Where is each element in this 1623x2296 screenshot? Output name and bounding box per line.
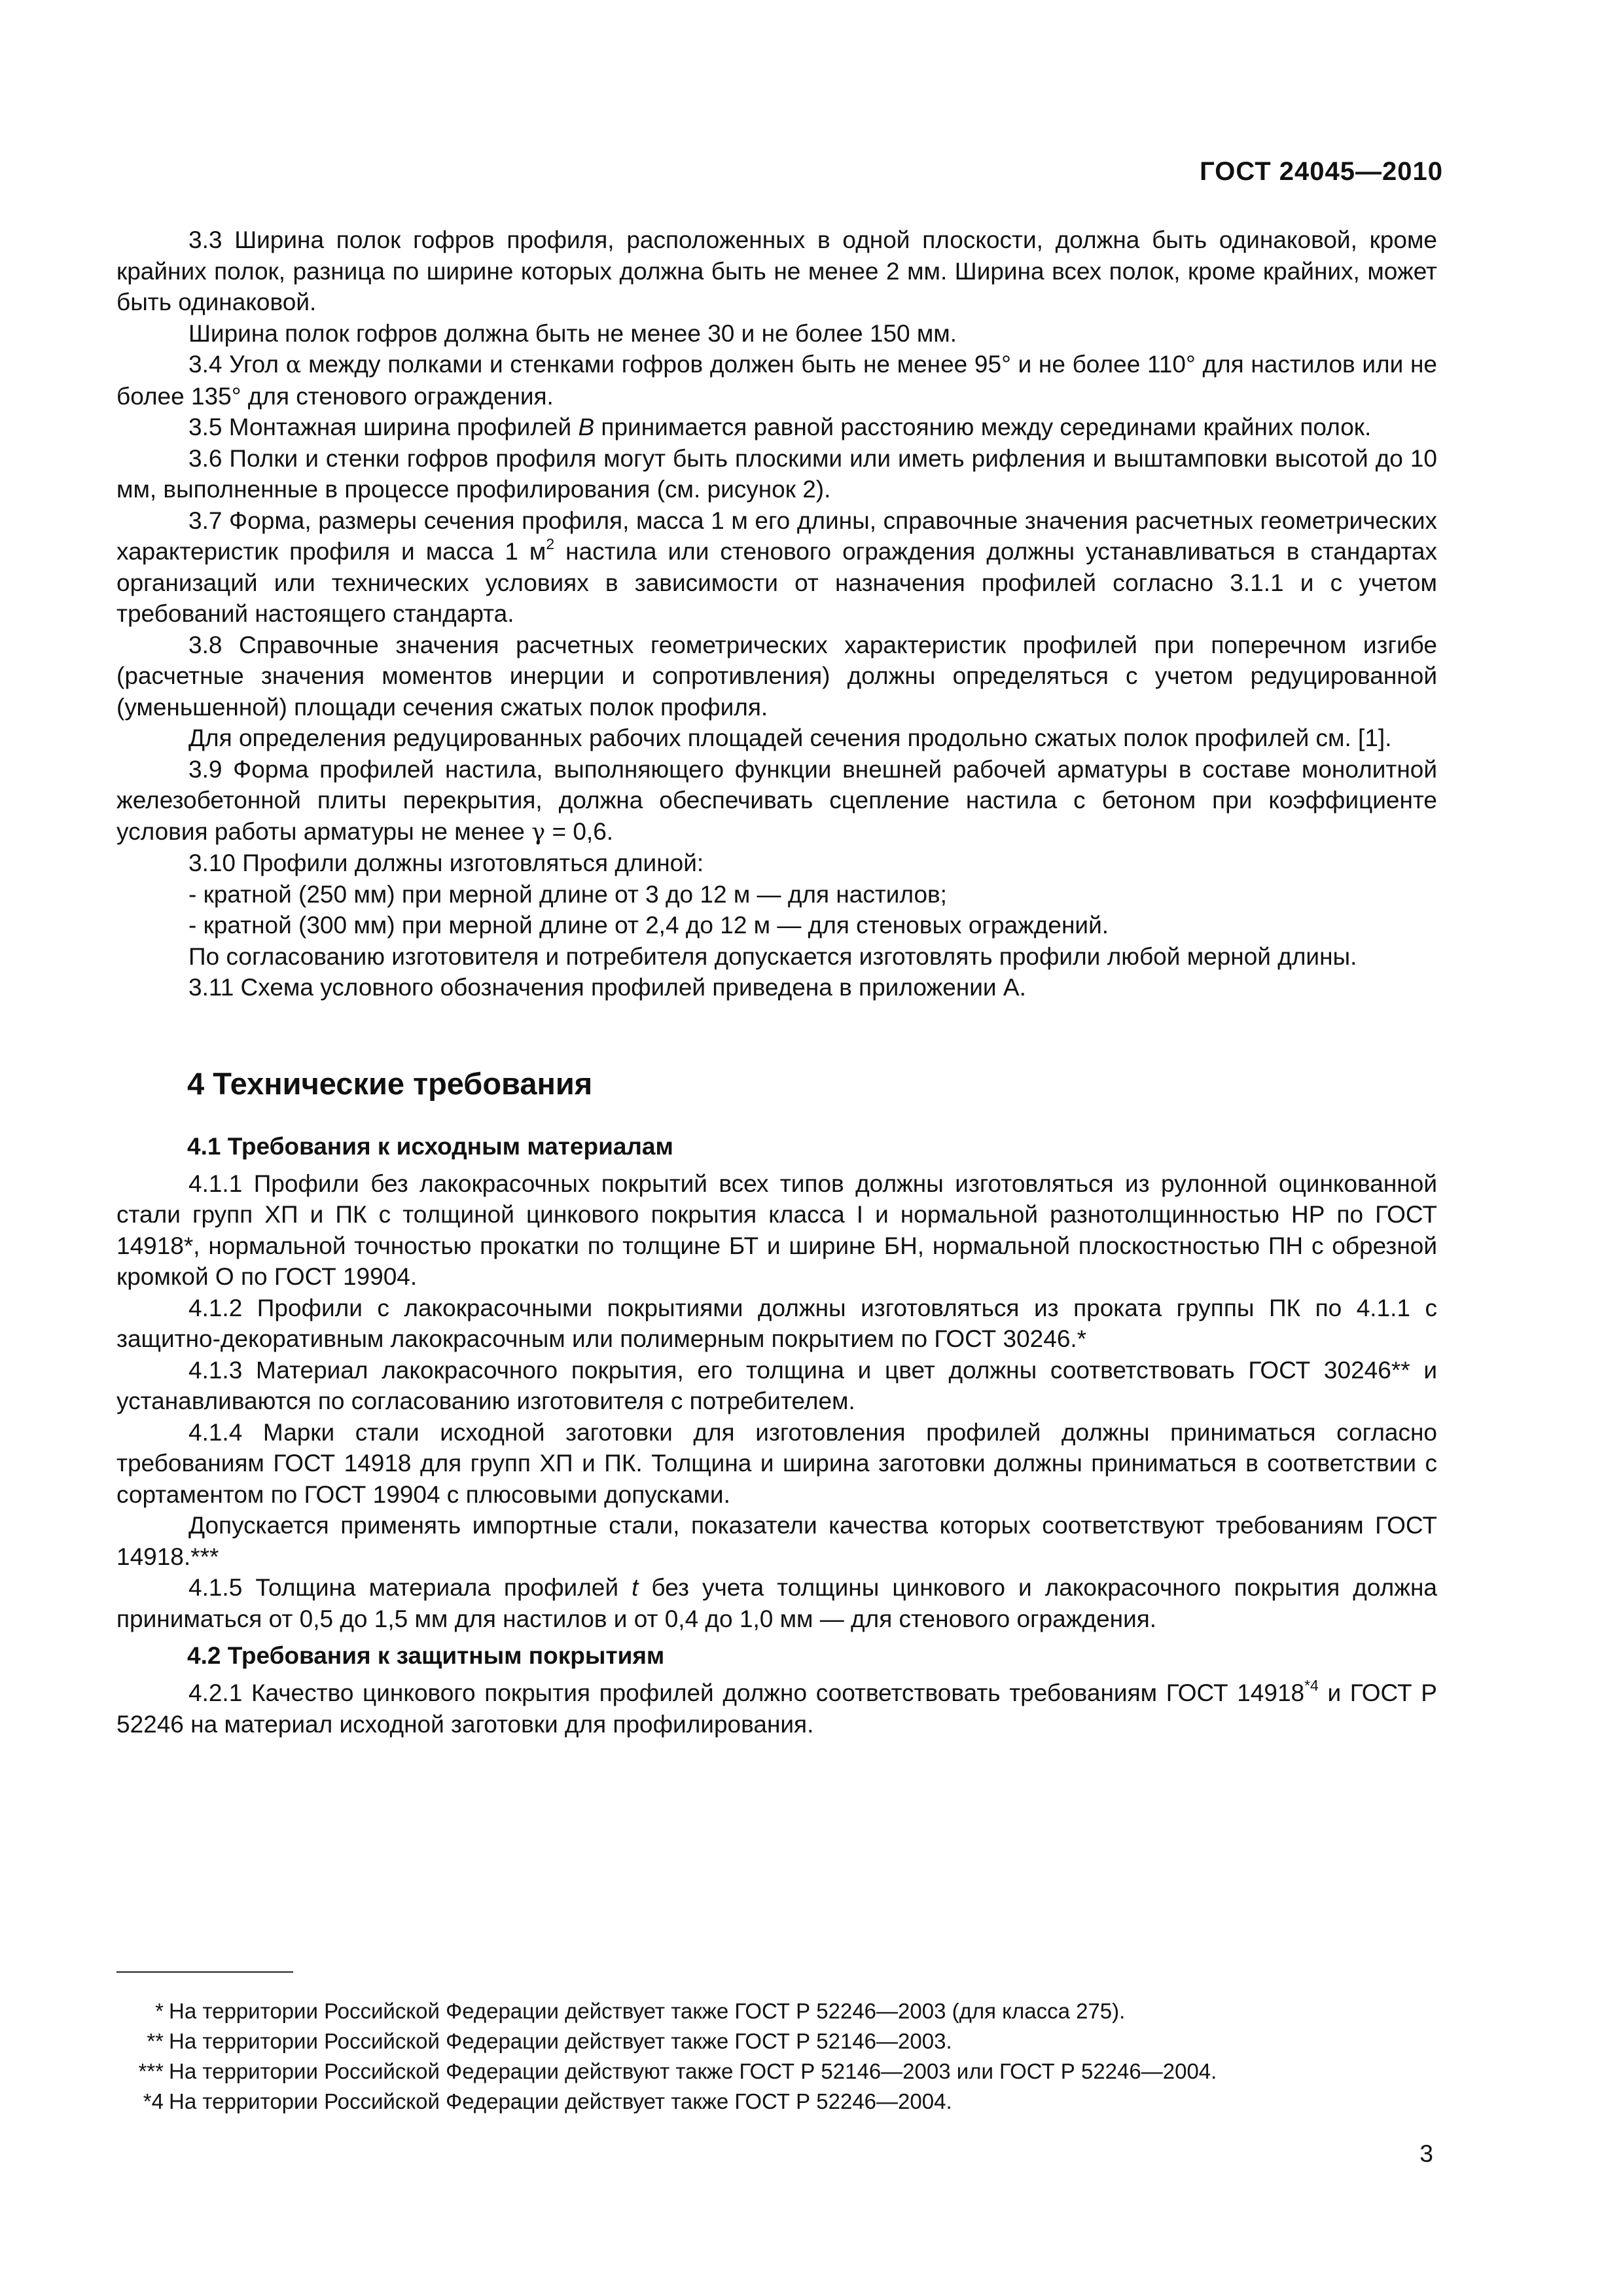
list-item-length-decking: - кратной (250 мм) при мерной длине от 3 до 12 м — для настилов;	[188, 880, 947, 908]
paragraph-3-10-agreement: По согласованию изготовителя и потребителя допускается изготовлять профили любой мерной длины.	[188, 942, 1357, 970]
paragraph-4-1-5	[116, 1572, 1437, 1634]
footnote-mark: *	[155, 1999, 164, 2023]
paragraph-4-1-5-text-a: 4.1.5 Толщина материала профилей	[188, 1574, 632, 1601]
section-4-heading: 4 Технические требования	[187, 1066, 593, 1101]
paragraph-3-6: 3.6 Полки и стенки гофров профиля могут быть плоскими или иметь рифления и выштамповки высотой до 10 мм, выполненные в процессе профилирования (см. рисунок 2).	[116, 444, 1437, 503]
body-text	[116, 224, 1437, 1740]
paragraph-3-7-text-b: настила или стенового ограждения должны устанавливаться в стандартах организаций или технических условиях в зависимости от назначения профилей согласно 3.1.1 и с учетом требований настоящего стандарта.	[116, 538, 1437, 627]
footnotes	[116, 1996, 1437, 2117]
paragraph-4-1-1: 4.1.1 Профили без лакокрасочных покрытий всех типов должны изготовляться из рулонной оцинкованной стали групп ХП и ПК с толщиной цинкового покрытия класса I и нормальной разнотолщинностью НР по ГОСТ 14918*, нормальной точностью прокатки по толщине БТ и ширине БН, нормальной плоскостностью ПН с обрезной кромкой О по ГОСТ 19904.	[116, 1170, 1437, 1290]
subsection-4-2-heading: 4.2 Требования к защитным покрытиям	[187, 1642, 665, 1669]
paragraph-3-9-text-b: = 0,6.	[545, 817, 614, 845]
paragraph-3-5-text-a: 3.5 Монтажная ширина профилей	[188, 414, 579, 440]
paragraph-4-1-4-imported-steels: Допускается применять импортные стали, показатели качества которых соответствуют требованиям ГОСТ 14918.***	[116, 1512, 1437, 1570]
paragraph-3-10: 3.10 Профили должны изготовляться длиной:	[188, 850, 704, 876]
paragraph-3-4	[116, 349, 1437, 412]
paragraph-4-1-2: 4.1.2 Профили с лакокрасочными покрытиями должны изготовляться из проката группы ПК по 4.1.1 с защитно-декоративным лакокрасочным или полимерным покрытием по ГОСТ 30246.*	[116, 1294, 1437, 1352]
paragraph-3-8: 3.8 Справочные значения расчетных геометрических характеристик профилей при поперечном изгибе (расчетные значения моментов инерции и сопротивления) должны определяться с учетом редуцированной (уменьшенной) площади сечения сжатых полок профиля.	[116, 631, 1437, 721]
paragraph-4-1-5-text-b: без учета толщины цинкового и лакокрасочного покрытия должна приниматься от 0,5 до 1,5 мм для настилов и от 0,4 до 1,0 мм — для стенового ограждения.	[116, 1574, 1437, 1632]
paragraph-3-9	[116, 754, 1437, 848]
paragraph-3-7	[116, 505, 1437, 630]
superscript-2: 2	[546, 535, 555, 553]
paragraph-4-2-1	[116, 1677, 1437, 1740]
list-item-length-walls: - кратной (300 мм) при мерной длине от 2,4 до 12 м — для стеновых ограждений.	[188, 912, 1109, 939]
paragraph-4-2-1-text-b: и ГОСТ Р 52246 на материал исходной заготовки для профилирования.	[116, 1679, 1437, 1738]
footnote-mark: *4	[143, 2089, 164, 2113]
footnote	[116, 2026, 1437, 2056]
page-number: 3	[1419, 2140, 1433, 2167]
footnote-mark: ***	[138, 2059, 164, 2083]
paragraph-3-3-shelf-width: Ширина полок гофров должна быть не менее 30 и не более 150 мм.	[188, 319, 957, 347]
footnote-text: На территории Российской Федерации действуют также ГОСТ Р 52146—2003 или ГОСТ Р 52246—2004.	[169, 2059, 1217, 2083]
footnote	[116, 2087, 1437, 2117]
paragraph-3-8-reduced-areas: Для определения редуцированных рабочих площадей сечения продольно сжатых полок профилей см. [1].	[188, 725, 1392, 751]
paragraph-3-7-text-a: 3.7 Форма, размеры сечения профиля, масса 1 м его длины, справочные значения расчетных геометрических характеристик профиля и масса 1 м	[116, 507, 1437, 565]
footnote-text: На территории Российской Федерации действует также ГОСТ Р 52246—2004.	[169, 2089, 952, 2113]
paragraph-3-11: 3.11 Схема условного обозначения профилей приведена в приложении А.	[188, 974, 1026, 1001]
paragraph-3-5-text-b: принимается равной расстоянию между серединами крайних полок.	[594, 414, 1372, 440]
paragraph-3-3: 3.3 Ширина полок гофров профиля, расположенных в одной плоскости, должна быть одинаковой, кроме крайних полок, разница по ширине которых должна быть не менее 2 мм. Ширина всех полок, кроме крайних, может быть одинаковой.	[116, 226, 1437, 315]
paragraph-3-9-text-a: 3.9 Форма профилей настила, выполняющего функции внешней рабочей арматуры в составе монолитной железобетонной плиты перекрытия, должна обеспечивать сцепление настила с бетоном при коэффициенте условия работы арматуры не менее	[116, 755, 1437, 845]
paragraph-3-4-text-a: 3.4 Угол	[188, 351, 286, 378]
footnote-text: На территории Российской Федерации действует также ГОСТ Р 52146—2003.	[169, 2029, 952, 2053]
alpha-symbol: α	[285, 351, 302, 378]
footnote-ref-4: *4	[1304, 1677, 1319, 1695]
paragraph-3-4-text-b: между полками и стенками гофров должен быть не менее 95° и не более 110° для настилов или не более 135° для стенового ограждения.	[116, 351, 1437, 410]
paragraph-4-2-1-text-a: 4.2.1 Качество цинкового покрытия профилей должно соответствовать требованиям ГОСТ 14918	[188, 1679, 1305, 1706]
document-id-header: ГОСТ 24045—2010	[1200, 157, 1443, 186]
paragraph-3-5	[116, 412, 1437, 443]
footnote-text: На территории Российской Федерации действует также ГОСТ Р 52246—2003 (для класса 275).	[169, 1999, 1126, 2023]
paragraph-4-1-4: 4.1.4 Марки стали исходной заготовки для изготовления профилей должны приниматься согласно требованиям ГОСТ 14918 для групп ХП и ПК. Толщина и ширина заготовки должны приниматься в соответствии с сортаментом по ГОСТ 19904 с плюсовыми допусками.	[116, 1418, 1437, 1508]
footnote-mark: **	[147, 2029, 164, 2053]
b-symbol: B	[578, 414, 595, 440]
footnote	[116, 2056, 1437, 2087]
subsection-4-1-heading: 4.1 Требования к исходным материалам	[187, 1132, 673, 1160]
t-symbol: t	[632, 1574, 639, 1601]
paragraph-4-1-3: 4.1.3 Материал лакокрасочного покрытия, его толщина и цвет должны соответствовать ГОСТ 30246** и устанавливаются по согласованию изготовителя с потребителем.	[116, 1356, 1437, 1414]
footnote-separator	[116, 1971, 293, 1973]
footnote	[116, 1996, 1437, 2026]
gamma-symbol: γ	[531, 818, 546, 846]
